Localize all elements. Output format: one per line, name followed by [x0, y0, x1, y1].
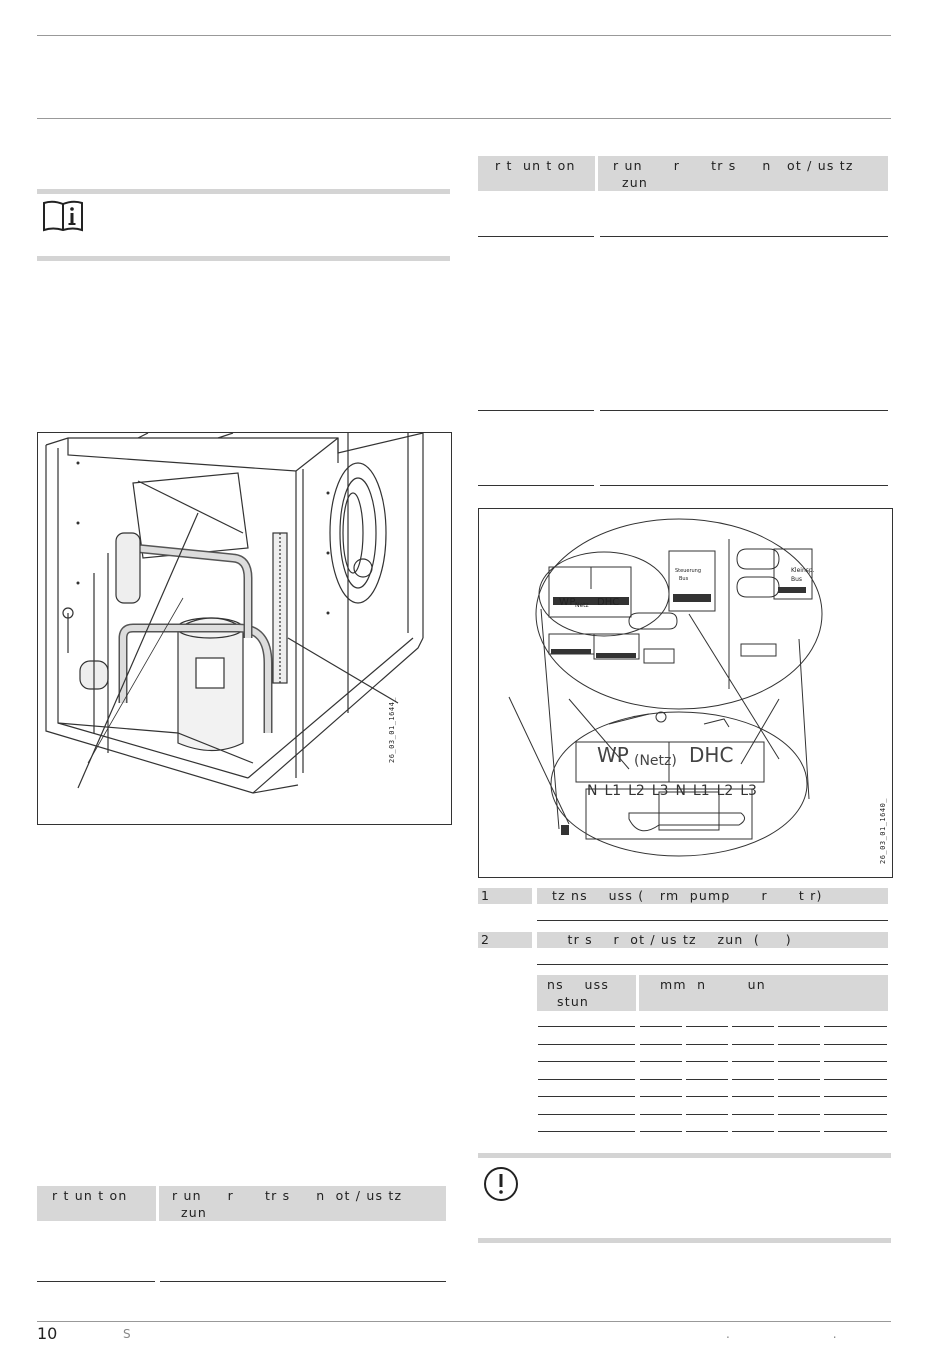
page-number: 10 — [37, 1324, 58, 1343]
label-netz: (Netz) — [634, 753, 677, 769]
legend-row-1-gap — [532, 888, 537, 904]
note-bottom-bar — [37, 256, 450, 261]
right-table-col1-header: r t un t on — [495, 158, 576, 173]
small-label-netz: Netz — [575, 602, 589, 609]
terminal-l3-1: L3 — [651, 783, 669, 799]
small-label-bus2: Bus — [791, 576, 803, 583]
footer-rule — [37, 1321, 891, 1322]
right-table-rule-3b — [600, 485, 888, 486]
right-table-rule-1a — [478, 236, 594, 237]
label-dhc: DHC — [689, 743, 734, 767]
footer-left-text: S — [123, 1327, 131, 1341]
right-table-col2-header-line1: r un r tr s n ot / us tz — [613, 158, 854, 173]
label-wp: WP — [597, 743, 629, 767]
note-top-bar — [37, 189, 450, 194]
legend-2-text: tr s r ot / us tz zun ( ) — [552, 932, 792, 947]
small-label-wp: WP — [559, 597, 576, 608]
small-label-kleinsp: Kleinsp. — [791, 567, 815, 574]
terminal-l1-2: L1 — [692, 783, 710, 799]
legend-1-text: tz ns uss ( rm pump r t r) — [552, 888, 823, 903]
figure-heat-pump-interior — [37, 432, 452, 825]
header-top-rule — [37, 35, 891, 36]
legend-2-number: 2 — [481, 932, 491, 947]
sub-table-head1-line2: stun — [557, 994, 590, 1009]
legend-1-number: 1 — [481, 888, 491, 903]
terminal-block-drawing — [479, 509, 892, 877]
legend-row-2-gap — [532, 932, 537, 948]
info-book-icon — [41, 199, 85, 233]
small-label-steuerung: Steuerung — [675, 568, 702, 574]
right-table-rule-1b — [600, 236, 888, 237]
right-table-rule-3a — [478, 485, 594, 486]
legend-rule-2 — [537, 964, 888, 965]
sub-table-head1-line1: ns uss — [547, 977, 610, 992]
left-table-col2-header-line2: zun — [181, 1205, 208, 1220]
left-table-rule-col2 — [160, 1281, 446, 1282]
terminal-n-1: N — [587, 783, 598, 799]
terminal-n-2: N — [675, 783, 686, 799]
legend-rule-1 — [537, 920, 888, 921]
figure-right-code: 26_03_01_1640_ — [879, 797, 887, 864]
warning-top-bar — [478, 1153, 891, 1158]
terminal-labels — [587, 783, 757, 799]
right-table-rule-2a — [478, 410, 594, 411]
figure-terminal-block — [478, 508, 893, 878]
small-label-bus: Bus — [679, 576, 689, 582]
warning-icon — [483, 1166, 519, 1202]
left-table-col2-header-line1: r un r tr s n ot / us tz — [172, 1188, 403, 1203]
sub-table-head2: mm n un — [660, 977, 766, 992]
footer-right-text: . . — [726, 1327, 837, 1341]
right-table-col2-header-line2: zun — [622, 175, 649, 190]
terminal-l2-2: L2 — [716, 783, 734, 799]
header-bottom-rule — [37, 118, 891, 119]
terminal-l3-2: L3 — [740, 783, 757, 799]
figure-left-code: 26_03_01_1644_ — [388, 696, 396, 763]
small-label-dhc: DHC — [597, 597, 620, 608]
left-table-rule-col1 — [37, 1281, 155, 1282]
warning-bottom-bar — [478, 1238, 891, 1243]
left-table-col1-header: r t un t on — [52, 1188, 128, 1203]
right-table-rule-2b — [600, 410, 888, 411]
terminal-l1-1: L1 — [604, 783, 622, 799]
heat-pump-drawing — [38, 433, 451, 824]
terminal-l2-1: L2 — [628, 783, 645, 799]
